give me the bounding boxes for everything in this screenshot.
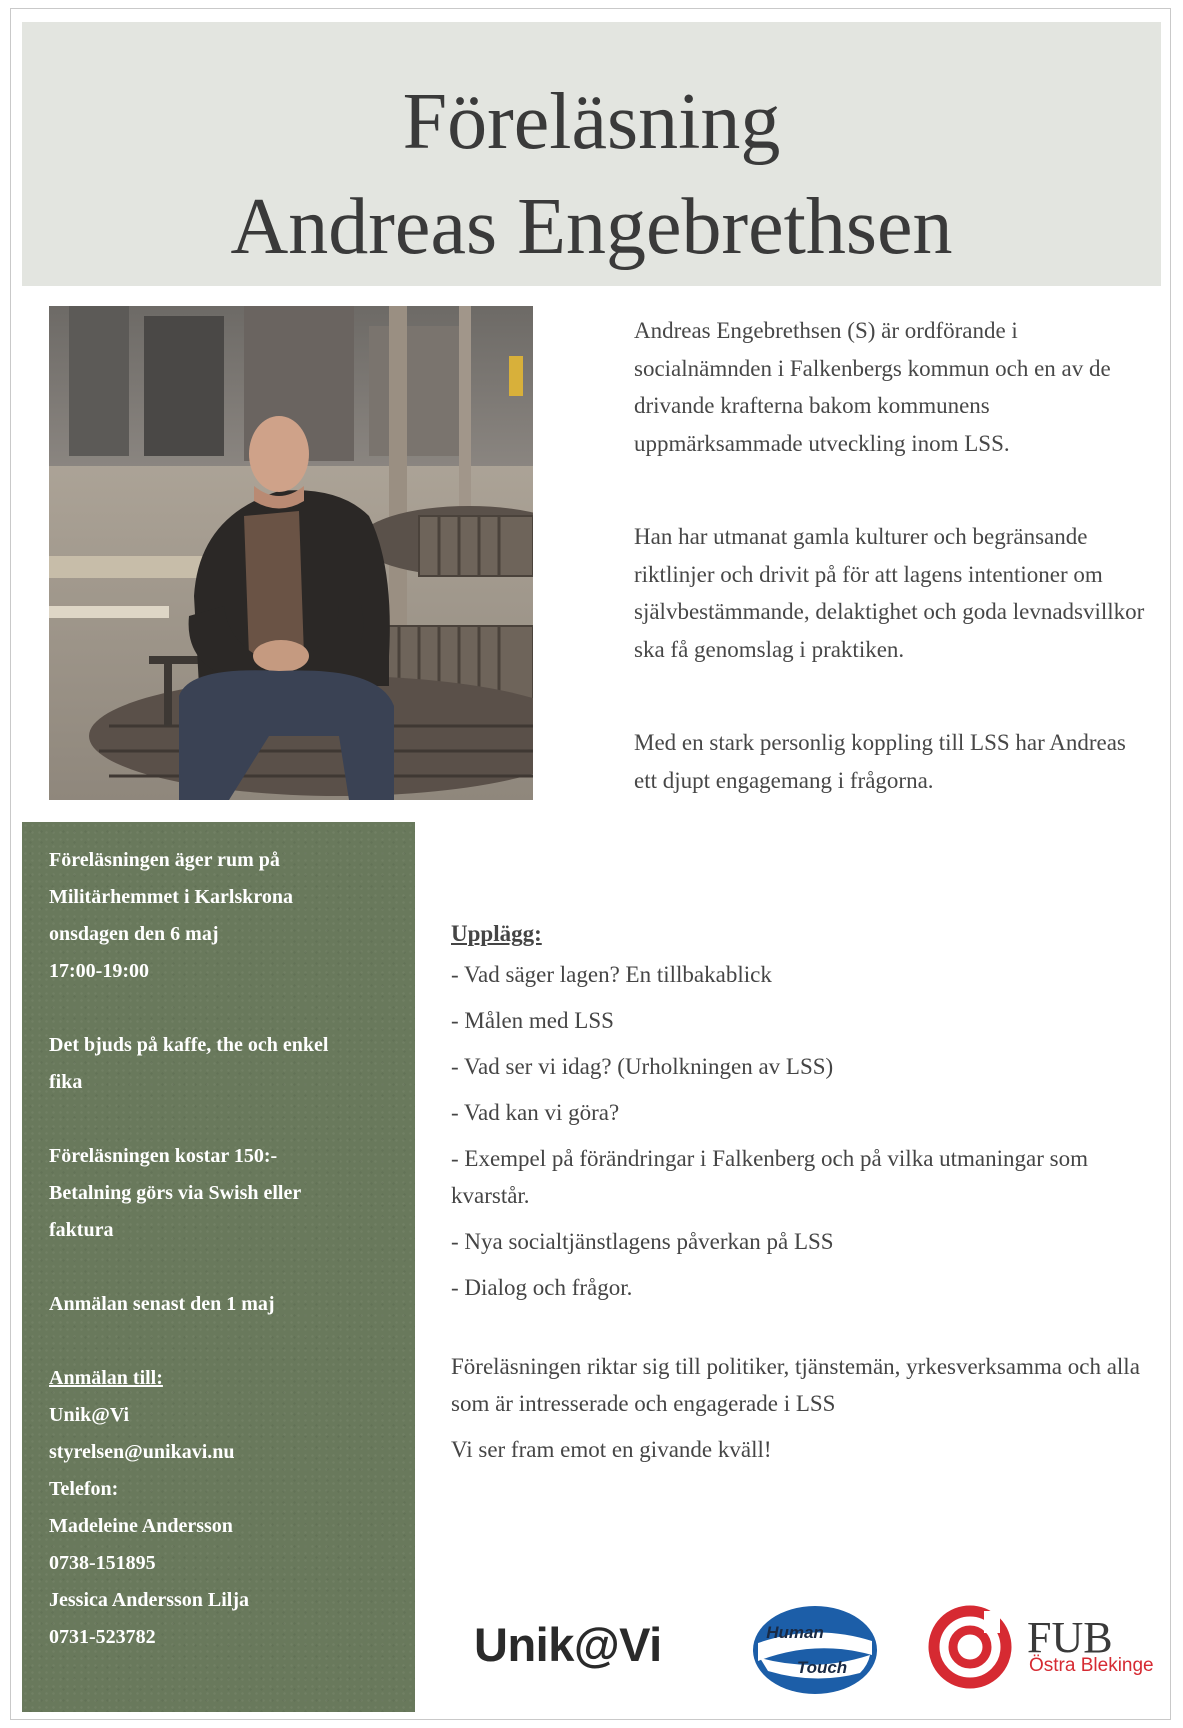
program-title: Upplägg: — [451, 921, 542, 946]
speaker-name: Andreas Engebrethsen — [230, 183, 953, 271]
signup-email[interactable]: styrelsen@unikavi.nu — [49, 1441, 235, 1463]
payment-line: faktura — [49, 1219, 114, 1241]
program-item: - Exempel på förändringar i Falkenberg och på vilka utmaningar som kvarstår. — [451, 1146, 1088, 1208]
page-title: Föreläsning — [402, 78, 781, 166]
unikavi-logo: Unik@Vi — [474, 1618, 662, 1671]
venue-line: Militärhemmet i Karlskrona — [49, 886, 294, 908]
speaker-bio — [634, 312, 1154, 855]
human-touch-bottom-text: Touch — [796, 1658, 848, 1677]
program-item: - Vad ser vi idag? (Urholkningen av LSS) — [451, 1054, 834, 1079]
signup-heading: Anmälan till: — [49, 1367, 163, 1389]
cost-line: Föreläsningen kostar 150:- — [49, 1145, 278, 1167]
contact-name: Madeleine Andersson — [49, 1515, 233, 1537]
phone-heading: Telefon: — [49, 1478, 119, 1500]
fika-line: Det bjuds på kaffe, the och enkel — [49, 1034, 329, 1056]
human-touch-top-text: Human — [766, 1623, 824, 1642]
fub-logo-name: FUB — [1027, 1613, 1113, 1662]
human-touch-logo — [750, 1603, 880, 1698]
bio-paragraph: Med en stark personlig koppling till LSS har Andreas ett djupt engagemang i frågorna. — [634, 730, 1126, 793]
program-item: - Dialog och frågor. — [451, 1275, 633, 1300]
program-item: - Vad kan vi göra? — [451, 1100, 620, 1125]
event-info-panel — [22, 822, 415, 1712]
fika-line: fika — [49, 1071, 83, 1093]
event-date: onsdagen den 6 maj — [49, 923, 219, 945]
fub-logo-subtitle: Östra Blekinge — [1029, 1655, 1154, 1676]
payment-line: Betalning görs via Swish eller — [49, 1182, 302, 1204]
bio-paragraph: Andreas Engebrethsen (S) är ordförande i socialnämnden i Falkenbergs kommun och en av de drivande krafterna bakom kommunens uppmärksammade utveckling inom LSS. — [634, 318, 1111, 456]
contact-name: Jessica Andersson Lilja — [49, 1589, 250, 1611]
signup-deadline: Anmälan senast den 1 maj — [49, 1293, 275, 1315]
speaker-photo — [49, 306, 533, 800]
contact-phone[interactable]: 0731-523782 — [49, 1626, 156, 1648]
program-item: - Målen med LSS — [451, 1008, 614, 1033]
audience-text: Föreläsningen riktar sig till politiker, tjänstemän, yrkesverksamma och alla som är intresserade och engagerade i LSS — [451, 1354, 1140, 1416]
program-item: - Vad säger lagen? En tillbakablick — [451, 962, 772, 987]
program-item: - Nya socialtjänstlagens påverkan på LSS — [451, 1229, 834, 1254]
venue-line: Föreläsningen äger rum på — [49, 849, 280, 871]
program-section — [451, 915, 1161, 1477]
event-time: 17:00-19:00 — [49, 960, 149, 982]
bio-paragraph: Han har utmanat gamla kulturer och begränsande riktlinjer och drivit på för att lagens intentioner om självbestämmande, delaktighet och goda levnadsvillkor ska få genomslag i praktiken. — [634, 524, 1145, 662]
closing-text: Vi ser fram emot en givande kväll! — [451, 1437, 772, 1462]
title-banner — [22, 22, 1161, 286]
signup-org: Unik@Vi — [49, 1404, 130, 1426]
contact-phone[interactable]: 0738-151895 — [49, 1552, 156, 1574]
